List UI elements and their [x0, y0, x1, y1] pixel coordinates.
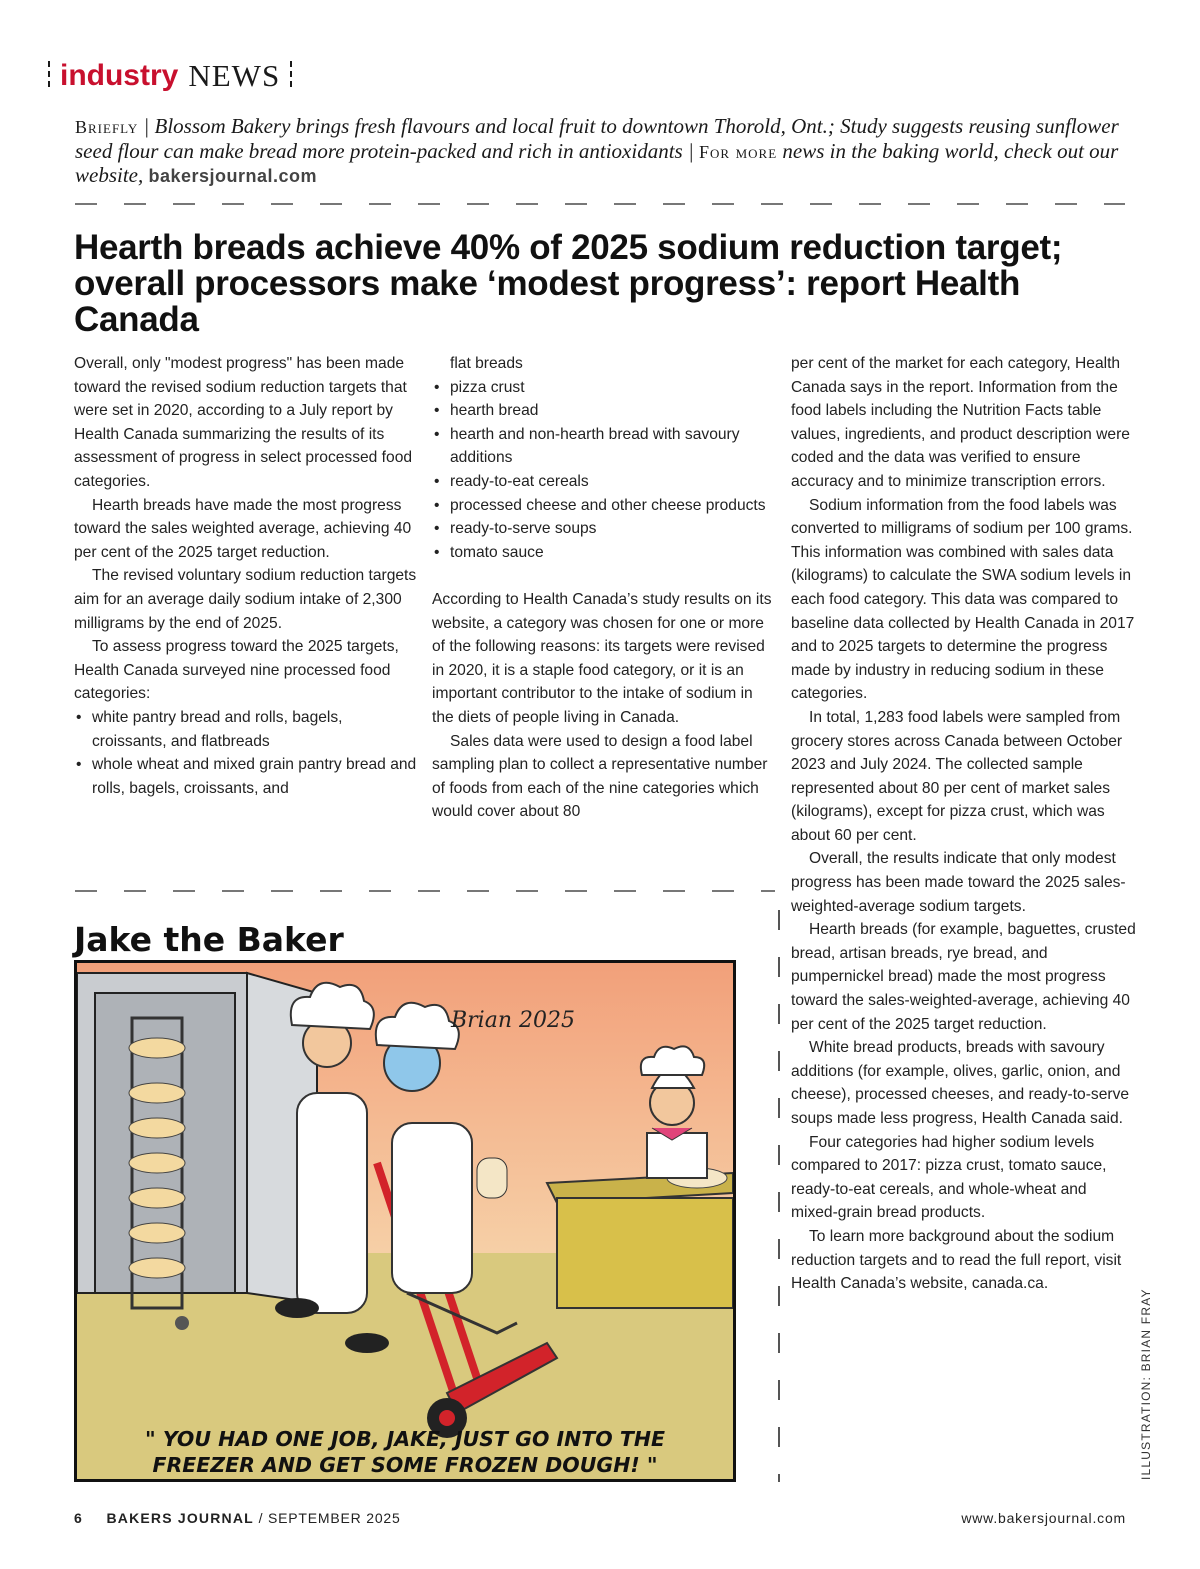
illustration-credit: ILLUSTRATION: BRIAN FRAY [1139, 1288, 1153, 1480]
list-item: • white pantry bread and rolls, bagels, croissants, and flatbreads [74, 706, 419, 753]
vertical-divider [778, 910, 780, 1482]
paragraph: Overall, the results indicate that only modest progress has been made toward the 2025 sales-weighted-average sodium targets. [791, 850, 1126, 915]
header-dash-right [290, 61, 292, 91]
list-item: • processed cheese and other cheese products [432, 494, 777, 518]
caption-line: FREEZER AND GET SOME FROZEN DOUGH! " [152, 1453, 658, 1477]
page-number: 6 [74, 1510, 83, 1526]
article-column-1 [74, 352, 419, 800]
paragraph: per cent of the market for each category, Health Canada says in the report. Information from the food labels including the Nutrition Facts table values, ingredients, and product description were coded and the data was verified to ensure accuracy and to minimize transcription errors. [791, 355, 1130, 490]
list-item: • hearth bread [432, 399, 777, 423]
section-header [48, 56, 292, 96]
category-list [74, 706, 419, 800]
list-continuation: flat breads [450, 355, 523, 372]
paragraph: Overall, only "modest progress" has been made toward the revised sodium reduction targets that were set in 2020, according to a July report by Health Canada summarizing the results of its assessment of progress in select processed food categories. [74, 355, 413, 490]
comic-caption [77, 1426, 733, 1478]
header-dash-left [48, 61, 50, 91]
caption-line: " YOU HAD ONE JOB, JAKE, JUST GO INTO THE [145, 1427, 665, 1451]
paragraph: In total, 1,283 food labels were sampled from grocery stores across Canada between October 2023 and July 2024. The collected sample represented about 80 per cent of market sales (kilograms), except for pizza crust, which was about 60 per cent. [791, 708, 1123, 844]
paragraph: Four categories had higher sodium levels compared to 2017: pizza crust, tomato sauce, ready-to-eat cereals, and whole-wheat and mixed-grain bread products. [791, 1133, 1107, 1222]
issue-date: / SEPTEMBER 2025 [258, 1510, 401, 1526]
footer-left [74, 1510, 401, 1526]
briefly-text: Blossom Bakery brings fresh flavours and local fruit to downtown Thorold, Ont.; Study suggests reusing sunflower seed flour can make bread more protein-packed and rich in antioxidants [75, 114, 1119, 163]
article-column-3 [791, 352, 1136, 1296]
paragraph: According to Health Canada’s study results on its website, a category was chosen for one or more of the following reasons: its targets were revised in 2020, it is a staple food category, or it is an important contributor to the intake of sodium in the diets of people living in Canada. [432, 590, 772, 726]
article-headline: Hearth breads achieve 40% of 2025 sodium reduction target; overall processors make ‘modest progress’: report Health Canada [74, 228, 1063, 339]
paragraph: White bread products, breads with savoury additions (for example, olives, garlic, onion, and cheese), processed cheeses, and ready-to-serve soups made less progress, Health Canada said. [791, 1039, 1130, 1127]
briefly-block: Briefly | Blossom Bakery brings fresh flavours and local fruit to downtown Thorold, Ont.; Study suggests reusing sunflower seed flour can make bread more protein-packed and rich in antioxidants | For more news in the baking world, check out our website, bakersjournal.com [75, 114, 1119, 187]
counter [557, 1198, 733, 1308]
magazine-name: BAKERS JOURNAL [106, 1510, 254, 1526]
comic-title: Jake the Baker [74, 920, 344, 959]
paragraph: To assess progress toward the 2025 targets, Health Canada surveyed nine processed food categories: [74, 638, 399, 703]
list-item: • tomato sauce [432, 541, 777, 565]
footer-website-link[interactable]: www.bakersjournal.com [961, 1510, 1126, 1526]
paragraph: Sodium information from the food labels was converted to milligrams of sodium per 100 grams. This information was combined with sales data (kilograms) to calculate the SWA sodium levels in each food category. This data was compared to baseline data collected by Health Canada in 2017 and to 2025 targets to determine the progress made by industry in reducing sodium in these categories. [791, 496, 1135, 703]
comic-illustration [77, 963, 733, 1479]
section-name: NEWS [188, 58, 281, 93]
list-item: • whole wheat and mixed grain pantry bread and rolls, bagels, croissants, and [74, 753, 419, 800]
artist-signature: Brian 2025 [451, 1008, 575, 1033]
list-item: • hearth and non-hearth bread with savoury additions [432, 423, 777, 470]
list-item: • ready-to-eat cereals [432, 470, 777, 494]
briefly-website-link[interactable]: bakersjournal.com [148, 166, 318, 186]
for-more-label: For more [699, 141, 778, 162]
for-more-text: news in the baking world, check out our website, [75, 138, 1119, 187]
paragraph: Sales data were used to design a food label sampling plan to collect a representative number of foods from each of the nine categories which would cover about 80 [432, 732, 768, 821]
paragraph: Hearth breads (for example, baguettes, crusted bread, artisan breads, rye bread, and pumpernickel bread) made the most progress toward the sales-weighted-average, achieving 40 per cent of the 2025 target reduction. [791, 921, 1136, 1033]
paragraph: The revised voluntary sodium reduction targets aim for an average daily sodium intake of 2,300 milligrams by the end of 2025. [74, 567, 417, 632]
article-column-2 [432, 352, 777, 824]
list-item: • pizza crust [432, 376, 777, 400]
category-list-continued [432, 376, 777, 565]
divider-top [75, 203, 1125, 205]
paragraph: Hearth breads have made the most progress toward the sales weighted average, achieving 40 per cent of the 2025 target reduction. [74, 496, 412, 561]
paragraph: To learn more background about the sodium reduction targets and to read the full report, visit Health Canada’s website, canada.ca. [791, 1227, 1122, 1293]
briefly-label: Briefly [75, 117, 139, 137]
section-kicker: industry [60, 59, 179, 92]
comic-panel [74, 960, 736, 1482]
list-item: • ready-to-serve soups [432, 517, 777, 541]
divider-comic [75, 890, 775, 892]
